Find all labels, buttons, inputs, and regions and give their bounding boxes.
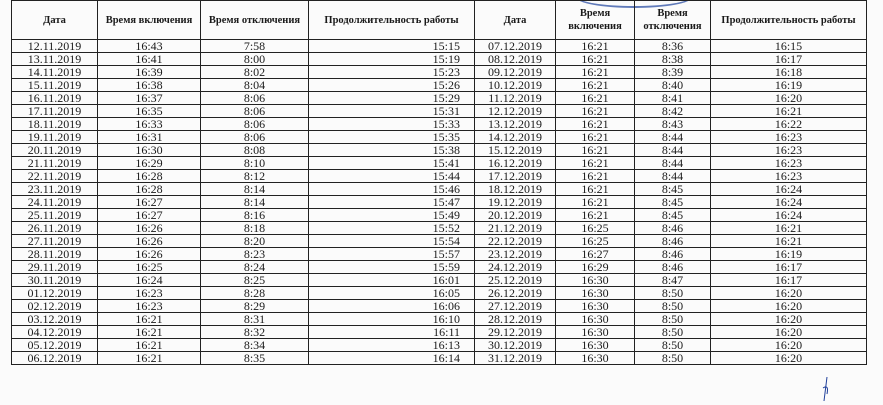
cell-on-time: 16:21: [98, 339, 201, 352]
table-row: [12, 235, 867, 248]
cell-on-time: 16:24: [98, 274, 201, 287]
cell-duration-2: 16:17: [711, 274, 867, 287]
cell-on-time: 16:30: [98, 144, 201, 157]
cell-on-time-2: 16:21: [556, 79, 635, 92]
cell-date: 03.12.2019: [12, 313, 98, 326]
cell-date: 17.11.2019: [12, 105, 98, 118]
cell-duration-2: 16:20: [711, 339, 867, 352]
cell-date: 24.11.2019: [12, 196, 98, 209]
cell-duration-2: 16:17: [711, 261, 867, 274]
cell-off-time: 8:29: [201, 300, 309, 313]
cell-off-time: 8:35: [201, 352, 309, 365]
cell-date-2: 07.12.2019: [475, 40, 556, 53]
cell-on-time: 16:28: [98, 170, 201, 183]
cell-off-time-2: 8:44: [635, 157, 711, 170]
cell-date-2: 17.12.2019: [475, 170, 556, 183]
cell-on-time: 16:23: [98, 287, 201, 300]
cell-on-time-2: 16:21: [556, 66, 635, 79]
cell-duration: 15:52: [309, 222, 475, 235]
header-off-time: Время отключения: [201, 1, 309, 40]
cell-on-time-2: 16:21: [556, 40, 635, 53]
table-body: [12, 40, 867, 365]
cell-date: 14.11.2019: [12, 66, 98, 79]
cell-on-time: 16:27: [98, 196, 201, 209]
cell-on-time: 16:38: [98, 79, 201, 92]
cell-duration: 15:59: [309, 261, 475, 274]
cell-date-2: 13.12.2019: [475, 118, 556, 131]
cell-off-time-2: 8:44: [635, 131, 711, 144]
cell-date: 19.11.2019: [12, 131, 98, 144]
cell-date-2: 23.12.2019: [475, 248, 556, 261]
cell-date-2: 28.12.2019: [475, 313, 556, 326]
cell-on-time: 16:21: [98, 352, 201, 365]
cell-on-time-2: 16:21: [556, 53, 635, 66]
cell-duration-2: 16:24: [711, 183, 867, 196]
cell-on-time: 16:29: [98, 157, 201, 170]
cell-off-time: 8:34: [201, 339, 309, 352]
cell-on-time-2: 16:30: [556, 274, 635, 287]
cell-duration-2: 16:20: [711, 300, 867, 313]
cell-date: 02.12.2019: [12, 300, 98, 313]
cell-on-time: 16:39: [98, 66, 201, 79]
cell-date: 05.12.2019: [12, 339, 98, 352]
cell-off-time-2: 8:50: [635, 352, 711, 365]
table-row: [12, 131, 867, 144]
cell-duration-2: 16:17: [711, 53, 867, 66]
signature-mark: [821, 376, 831, 402]
cell-on-time-2: 16:30: [556, 339, 635, 352]
cell-off-time: 8:31: [201, 313, 309, 326]
cell-duration: 16:10: [309, 313, 475, 326]
cell-off-time-2: 8:43: [635, 118, 711, 131]
header-duration: Продолжительность работы: [309, 1, 475, 40]
cell-on-time: 16:31: [98, 131, 201, 144]
cell-duration: 16:11: [309, 326, 475, 339]
header-row: [12, 1, 867, 40]
cell-off-time: 8:10: [201, 157, 309, 170]
table-row: [12, 339, 867, 352]
cell-off-time: 8:00: [201, 53, 309, 66]
table-row: [12, 118, 867, 131]
cell-off-time-2: 8:40: [635, 79, 711, 92]
cell-date-2: 14.12.2019: [475, 131, 556, 144]
schedule-table: [11, 0, 867, 365]
cell-off-time-2: 8:46: [635, 222, 711, 235]
cell-off-time: 8:04: [201, 79, 309, 92]
cell-on-time: 16:37: [98, 92, 201, 105]
cell-off-time-2: 8:38: [635, 53, 711, 66]
cell-date: 18.11.2019: [12, 118, 98, 131]
cell-off-time: 8:06: [201, 92, 309, 105]
cell-off-time: 7:58: [201, 40, 309, 53]
cell-duration: 15:33: [309, 118, 475, 131]
cell-off-time-2: 8:41: [635, 92, 711, 105]
cell-date: 06.12.2019: [12, 352, 98, 365]
cell-off-time-2: 8:50: [635, 313, 711, 326]
table-row: [12, 352, 867, 365]
cell-date: 13.11.2019: [12, 53, 98, 66]
cell-duration: 16:13: [309, 339, 475, 352]
cell-on-time: 16:26: [98, 235, 201, 248]
cell-duration: 15:49: [309, 209, 475, 222]
header-date: Дата: [12, 1, 98, 40]
cell-date-2: 09.12.2019: [475, 66, 556, 79]
cell-on-time-2: 16:21: [556, 118, 635, 131]
table-row: [12, 248, 867, 261]
cell-off-time: 8:24: [201, 261, 309, 274]
cell-on-time-2: 16:21: [556, 92, 635, 105]
cell-duration: 15:35: [309, 131, 475, 144]
cell-date: 12.11.2019: [12, 40, 98, 53]
cell-off-time: 8:18: [201, 222, 309, 235]
table-row: [12, 209, 867, 222]
cell-on-time-2: 16:30: [556, 287, 635, 300]
cell-off-time-2: 8:50: [635, 300, 711, 313]
cell-date: 23.11.2019: [12, 183, 98, 196]
cell-on-time: 16:28: [98, 183, 201, 196]
cell-duration-2: 16:18: [711, 66, 867, 79]
cell-on-time-2: 16:21: [556, 170, 635, 183]
cell-duration-2: 16:20: [711, 313, 867, 326]
cell-duration: 16:01: [309, 274, 475, 287]
cell-duration-2: 16:23: [711, 144, 867, 157]
cell-on-time-2: 16:21: [556, 144, 635, 157]
table-row: [12, 313, 867, 326]
cell-off-time: 8:08: [201, 144, 309, 157]
cell-on-time: 16:26: [98, 222, 201, 235]
cell-date-2: 08.12.2019: [475, 53, 556, 66]
cell-on-time-2: 16:30: [556, 326, 635, 339]
cell-off-time-2: 8:46: [635, 261, 711, 274]
cell-on-time: 16:23: [98, 300, 201, 313]
table-row: [12, 183, 867, 196]
cell-off-time: 8:23: [201, 248, 309, 261]
cell-date-2: 18.12.2019: [475, 183, 556, 196]
cell-date-2: 12.12.2019: [475, 105, 556, 118]
cell-off-time: 8:14: [201, 196, 309, 209]
cell-duration-2: 16:23: [711, 131, 867, 144]
cell-off-time-2: 8:45: [635, 183, 711, 196]
header-date-2: Дата: [475, 1, 556, 40]
cell-date: 16.11.2019: [12, 92, 98, 105]
header-on-time-2: Время включения: [556, 1, 635, 40]
cell-off-time-2: 8:50: [635, 287, 711, 300]
cell-on-time: 16:25: [98, 261, 201, 274]
cell-duration-2: 16:22: [711, 118, 867, 131]
cell-on-time: 16:26: [98, 248, 201, 261]
cell-duration: 16:05: [309, 287, 475, 300]
cell-duration-2: 16:20: [711, 92, 867, 105]
cell-date-2: 22.12.2019: [475, 235, 556, 248]
table-row: [12, 196, 867, 209]
cell-on-time: 16:21: [98, 326, 201, 339]
table-row: [12, 79, 867, 92]
cell-off-time-2: 8:45: [635, 196, 711, 209]
cell-off-time: 8:06: [201, 105, 309, 118]
cell-date: 30.11.2019: [12, 274, 98, 287]
cell-on-time: 16:27: [98, 209, 201, 222]
cell-duration: 15:19: [309, 53, 475, 66]
cell-off-time-2: 8:46: [635, 248, 711, 261]
cell-on-time-2: 16:21: [556, 131, 635, 144]
cell-date: 28.11.2019: [12, 248, 98, 261]
cell-off-time: 8:20: [201, 235, 309, 248]
cell-on-time: 16:35: [98, 105, 201, 118]
cell-on-time-2: 16:27: [556, 248, 635, 261]
cell-date: 20.11.2019: [12, 144, 98, 157]
cell-date-2: 15.12.2019: [475, 144, 556, 157]
cell-off-time: 8:06: [201, 118, 309, 131]
cell-off-time-2: 8:50: [635, 326, 711, 339]
table-row: [12, 300, 867, 313]
cell-duration-2: 16:15: [711, 40, 867, 53]
cell-duration-2: 16:20: [711, 352, 867, 365]
cell-duration-2: 16:21: [711, 105, 867, 118]
cell-off-time-2: 8:47: [635, 274, 711, 287]
cell-duration-2: 16:21: [711, 235, 867, 248]
cell-date-2: 27.12.2019: [475, 300, 556, 313]
cell-date-2: 25.12.2019: [475, 274, 556, 287]
cell-on-time-2: 16:25: [556, 222, 635, 235]
cell-date: 21.11.2019: [12, 157, 98, 170]
cell-duration: 15:29: [309, 92, 475, 105]
cell-duration: 16:14: [309, 352, 475, 365]
cell-on-time-2: 16:21: [556, 196, 635, 209]
cell-off-time-2: 8:46: [635, 235, 711, 248]
cell-on-time-2: 16:21: [556, 105, 635, 118]
cell-date: 25.11.2019: [12, 209, 98, 222]
cell-date-2: 16.12.2019: [475, 157, 556, 170]
cell-date-2: 20.12.2019: [475, 209, 556, 222]
cell-off-time: 8:28: [201, 287, 309, 300]
cell-off-time-2: 8:36: [635, 40, 711, 53]
cell-date-2: 24.12.2019: [475, 261, 556, 274]
cell-duration: 15:54: [309, 235, 475, 248]
cell-duration-2: 16:19: [711, 79, 867, 92]
cell-on-time-2: 16:30: [556, 300, 635, 313]
cell-duration: 15:57: [309, 248, 475, 261]
cell-duration: 15:41: [309, 157, 475, 170]
cell-date: 01.12.2019: [12, 287, 98, 300]
cell-duration: 15:31: [309, 105, 475, 118]
header-off-time-2: Время отключения: [635, 1, 711, 40]
cell-duration: 15:23: [309, 66, 475, 79]
cell-date-2: 19.12.2019: [475, 196, 556, 209]
cell-off-time: 8:25: [201, 274, 309, 287]
cell-on-time-2: 16:30: [556, 352, 635, 365]
cell-duration-2: 16:21: [711, 222, 867, 235]
table-row: [12, 92, 867, 105]
cell-date: 27.11.2019: [12, 235, 98, 248]
cell-on-time: 16:43: [98, 40, 201, 53]
cell-date: 15.11.2019: [12, 79, 98, 92]
cell-on-time: 16:33: [98, 118, 201, 131]
cell-duration-2: 16:23: [711, 170, 867, 183]
header-on-time: Время включения: [98, 1, 201, 40]
cell-off-time-2: 8:50: [635, 339, 711, 352]
table-row: [12, 157, 867, 170]
table-row: [12, 326, 867, 339]
cell-on-time-2: 16:30: [556, 313, 635, 326]
table-row: [12, 222, 867, 235]
cell-off-time: 8:32: [201, 326, 309, 339]
cell-date-2: 29.12.2019: [475, 326, 556, 339]
table-row: [12, 105, 867, 118]
table-row: [12, 170, 867, 183]
cell-on-time: 16:41: [98, 53, 201, 66]
cell-date: 22.11.2019: [12, 170, 98, 183]
cell-off-time: 8:14: [201, 183, 309, 196]
cell-duration: 15:26: [309, 79, 475, 92]
cell-off-time: 8:16: [201, 209, 309, 222]
cell-date-2: 31.12.2019: [475, 352, 556, 365]
cell-on-time: 16:21: [98, 313, 201, 326]
table-row: [12, 274, 867, 287]
cell-duration: 15:44: [309, 170, 475, 183]
table-row: [12, 287, 867, 300]
cell-off-time: 8:12: [201, 170, 309, 183]
cell-duration-2: 16:23: [711, 157, 867, 170]
cell-duration: 15:47: [309, 196, 475, 209]
cell-off-time: 8:02: [201, 66, 309, 79]
cell-off-time: 8:06: [201, 131, 309, 144]
cell-duration-2: 16:20: [711, 287, 867, 300]
cell-duration: 15:15: [309, 40, 475, 53]
cell-on-time-2: 16:21: [556, 209, 635, 222]
cell-duration: 15:38: [309, 144, 475, 157]
table-row: [12, 261, 867, 274]
cell-on-time-2: 16:29: [556, 261, 635, 274]
cell-off-time-2: 8:45: [635, 209, 711, 222]
table-row: [12, 144, 867, 157]
table-row: [12, 66, 867, 79]
cell-off-time-2: 8:39: [635, 66, 711, 79]
cell-date: 04.12.2019: [12, 326, 98, 339]
cell-duration-2: 16:19: [711, 248, 867, 261]
cell-date: 29.11.2019: [12, 261, 98, 274]
cell-date-2: 11.12.2019: [475, 92, 556, 105]
cell-date: 26.11.2019: [12, 222, 98, 235]
cell-off-time-2: 8:44: [635, 170, 711, 183]
cell-on-time-2: 16:25: [556, 235, 635, 248]
table-row: [12, 53, 867, 66]
cell-date-2: 21.12.2019: [475, 222, 556, 235]
header-duration-2: Продолжительность работы: [711, 1, 867, 40]
cell-date-2: 30.12.2019: [475, 339, 556, 352]
table-row: [12, 40, 867, 53]
cell-off-time-2: 8:44: [635, 144, 711, 157]
cell-duration-2: 16:24: [711, 209, 867, 222]
cell-on-time-2: 16:21: [556, 183, 635, 196]
cell-off-time-2: 8:42: [635, 105, 711, 118]
cell-date-2: 26.12.2019: [475, 287, 556, 300]
cell-duration-2: 16:20: [711, 326, 867, 339]
cell-duration-2: 16:24: [711, 196, 867, 209]
cell-on-time-2: 16:21: [556, 157, 635, 170]
cell-date-2: 10.12.2019: [475, 79, 556, 92]
cell-duration: 15:46: [309, 183, 475, 196]
cell-duration: 16:06: [309, 300, 475, 313]
